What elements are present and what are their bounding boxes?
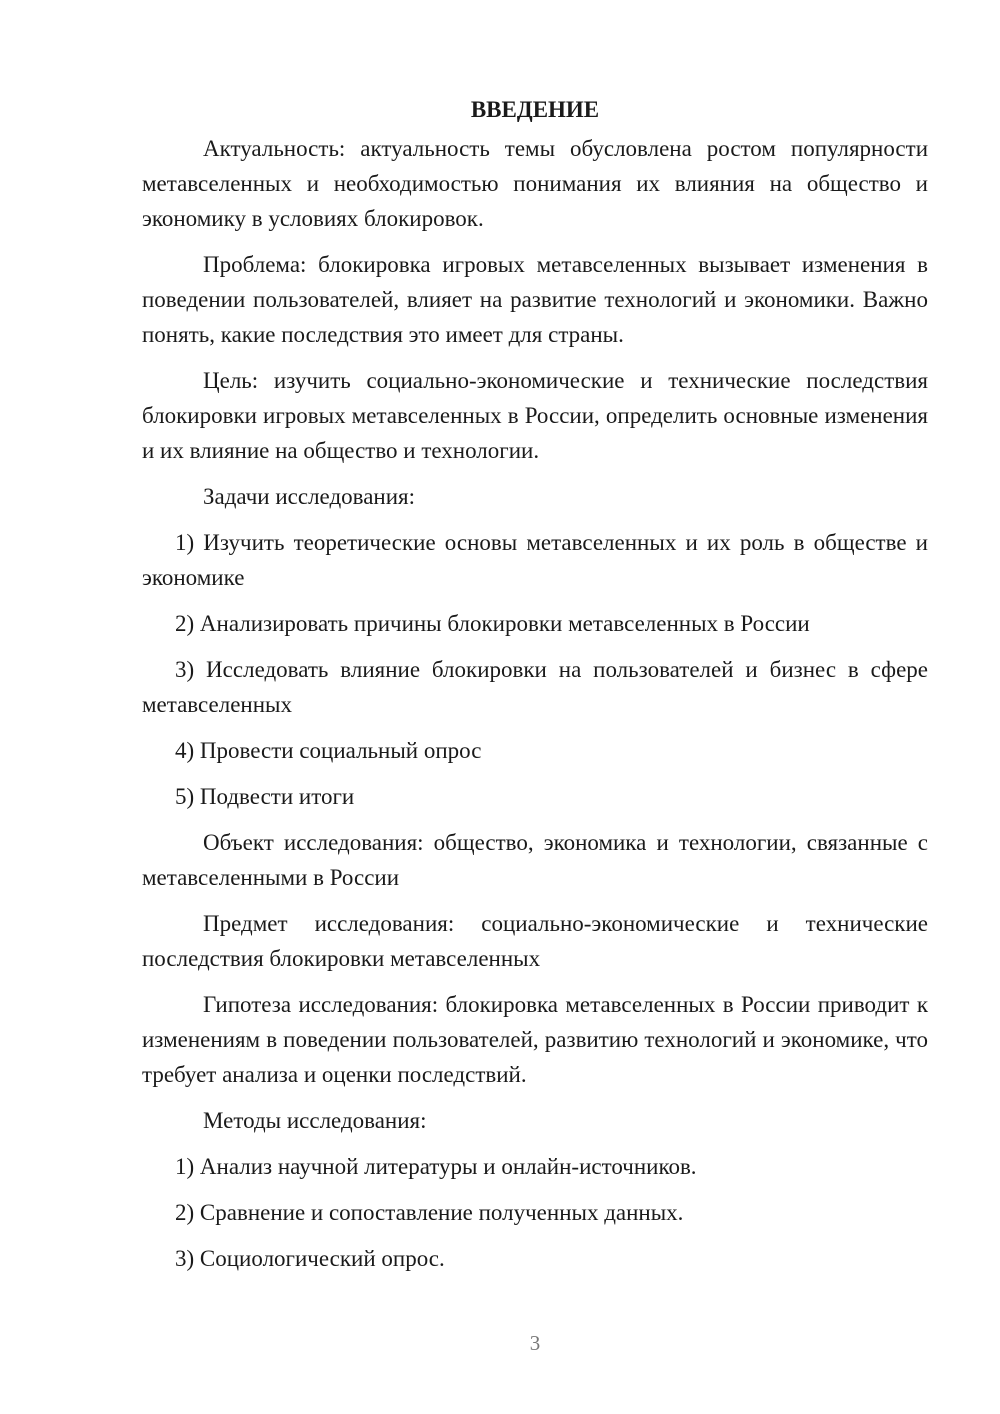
methods-heading: Методы исследования: <box>203 1108 427 1133</box>
goal-paragraph: Цель: изучить социально-экономические и технические последствия блокировки игровых метавселенных в России, определить основные изменения и их влияние на общество и технологии. <box>142 368 928 463</box>
section-title: ВВЕДЕНИЕ <box>470 97 600 122</box>
hypothesis-paragraph: Гипотеза исследования: блокировка метавселенных в России приводит к изменениям в поведении пользователей, развитию технологий и экономике, что требует анализа и оценки последствий. <box>142 992 928 1087</box>
task-item: 2) Анализировать причины блокировки метавселенных в России <box>175 611 810 636</box>
tasks-heading: Задачи исследования: <box>203 484 416 509</box>
relevance-paragraph: Актуальность: актуальность темы обусловлена ростом популярности метавселенных и необходимостью понимания их влияния на общество и экономику в условиях блокировок. <box>142 136 928 231</box>
method-item: 1) Анализ научной литературы и онлайн-источников. <box>175 1154 697 1179</box>
task-item: 1) Изучить теоретические основы метавселенных и их роль в обществе и экономике <box>142 530 928 590</box>
problem-paragraph: Проблема: блокировка игровых метавселенных вызывает изменения в поведении пользователей, влияет на развитие технологий и экономики. Важно понять, какие последствия это имеет для страны. <box>142 252 928 347</box>
task-item: 4) Провести социальный опрос <box>175 738 482 763</box>
page-number: 3 <box>529 1331 541 1355</box>
task-item: 5) Подвести итоги <box>175 784 355 809</box>
method-item: 3) Социологический опрос. <box>175 1246 445 1271</box>
page-content <box>142 90 928 1287</box>
subject-paragraph: Предмет исследования: социально-экономические и технические последствия блокировки метавселенных <box>142 911 928 971</box>
method-item: 2) Сравнение и сопоставление полученных данных. <box>175 1200 684 1225</box>
task-item: 3) Исследовать влияние блокировки на пользователей и бизнес в сфере метавселенных <box>142 657 928 717</box>
object-paragraph: Объект исследования: общество, экономика и технологии, связанные с метавселенными в России <box>142 830 928 890</box>
